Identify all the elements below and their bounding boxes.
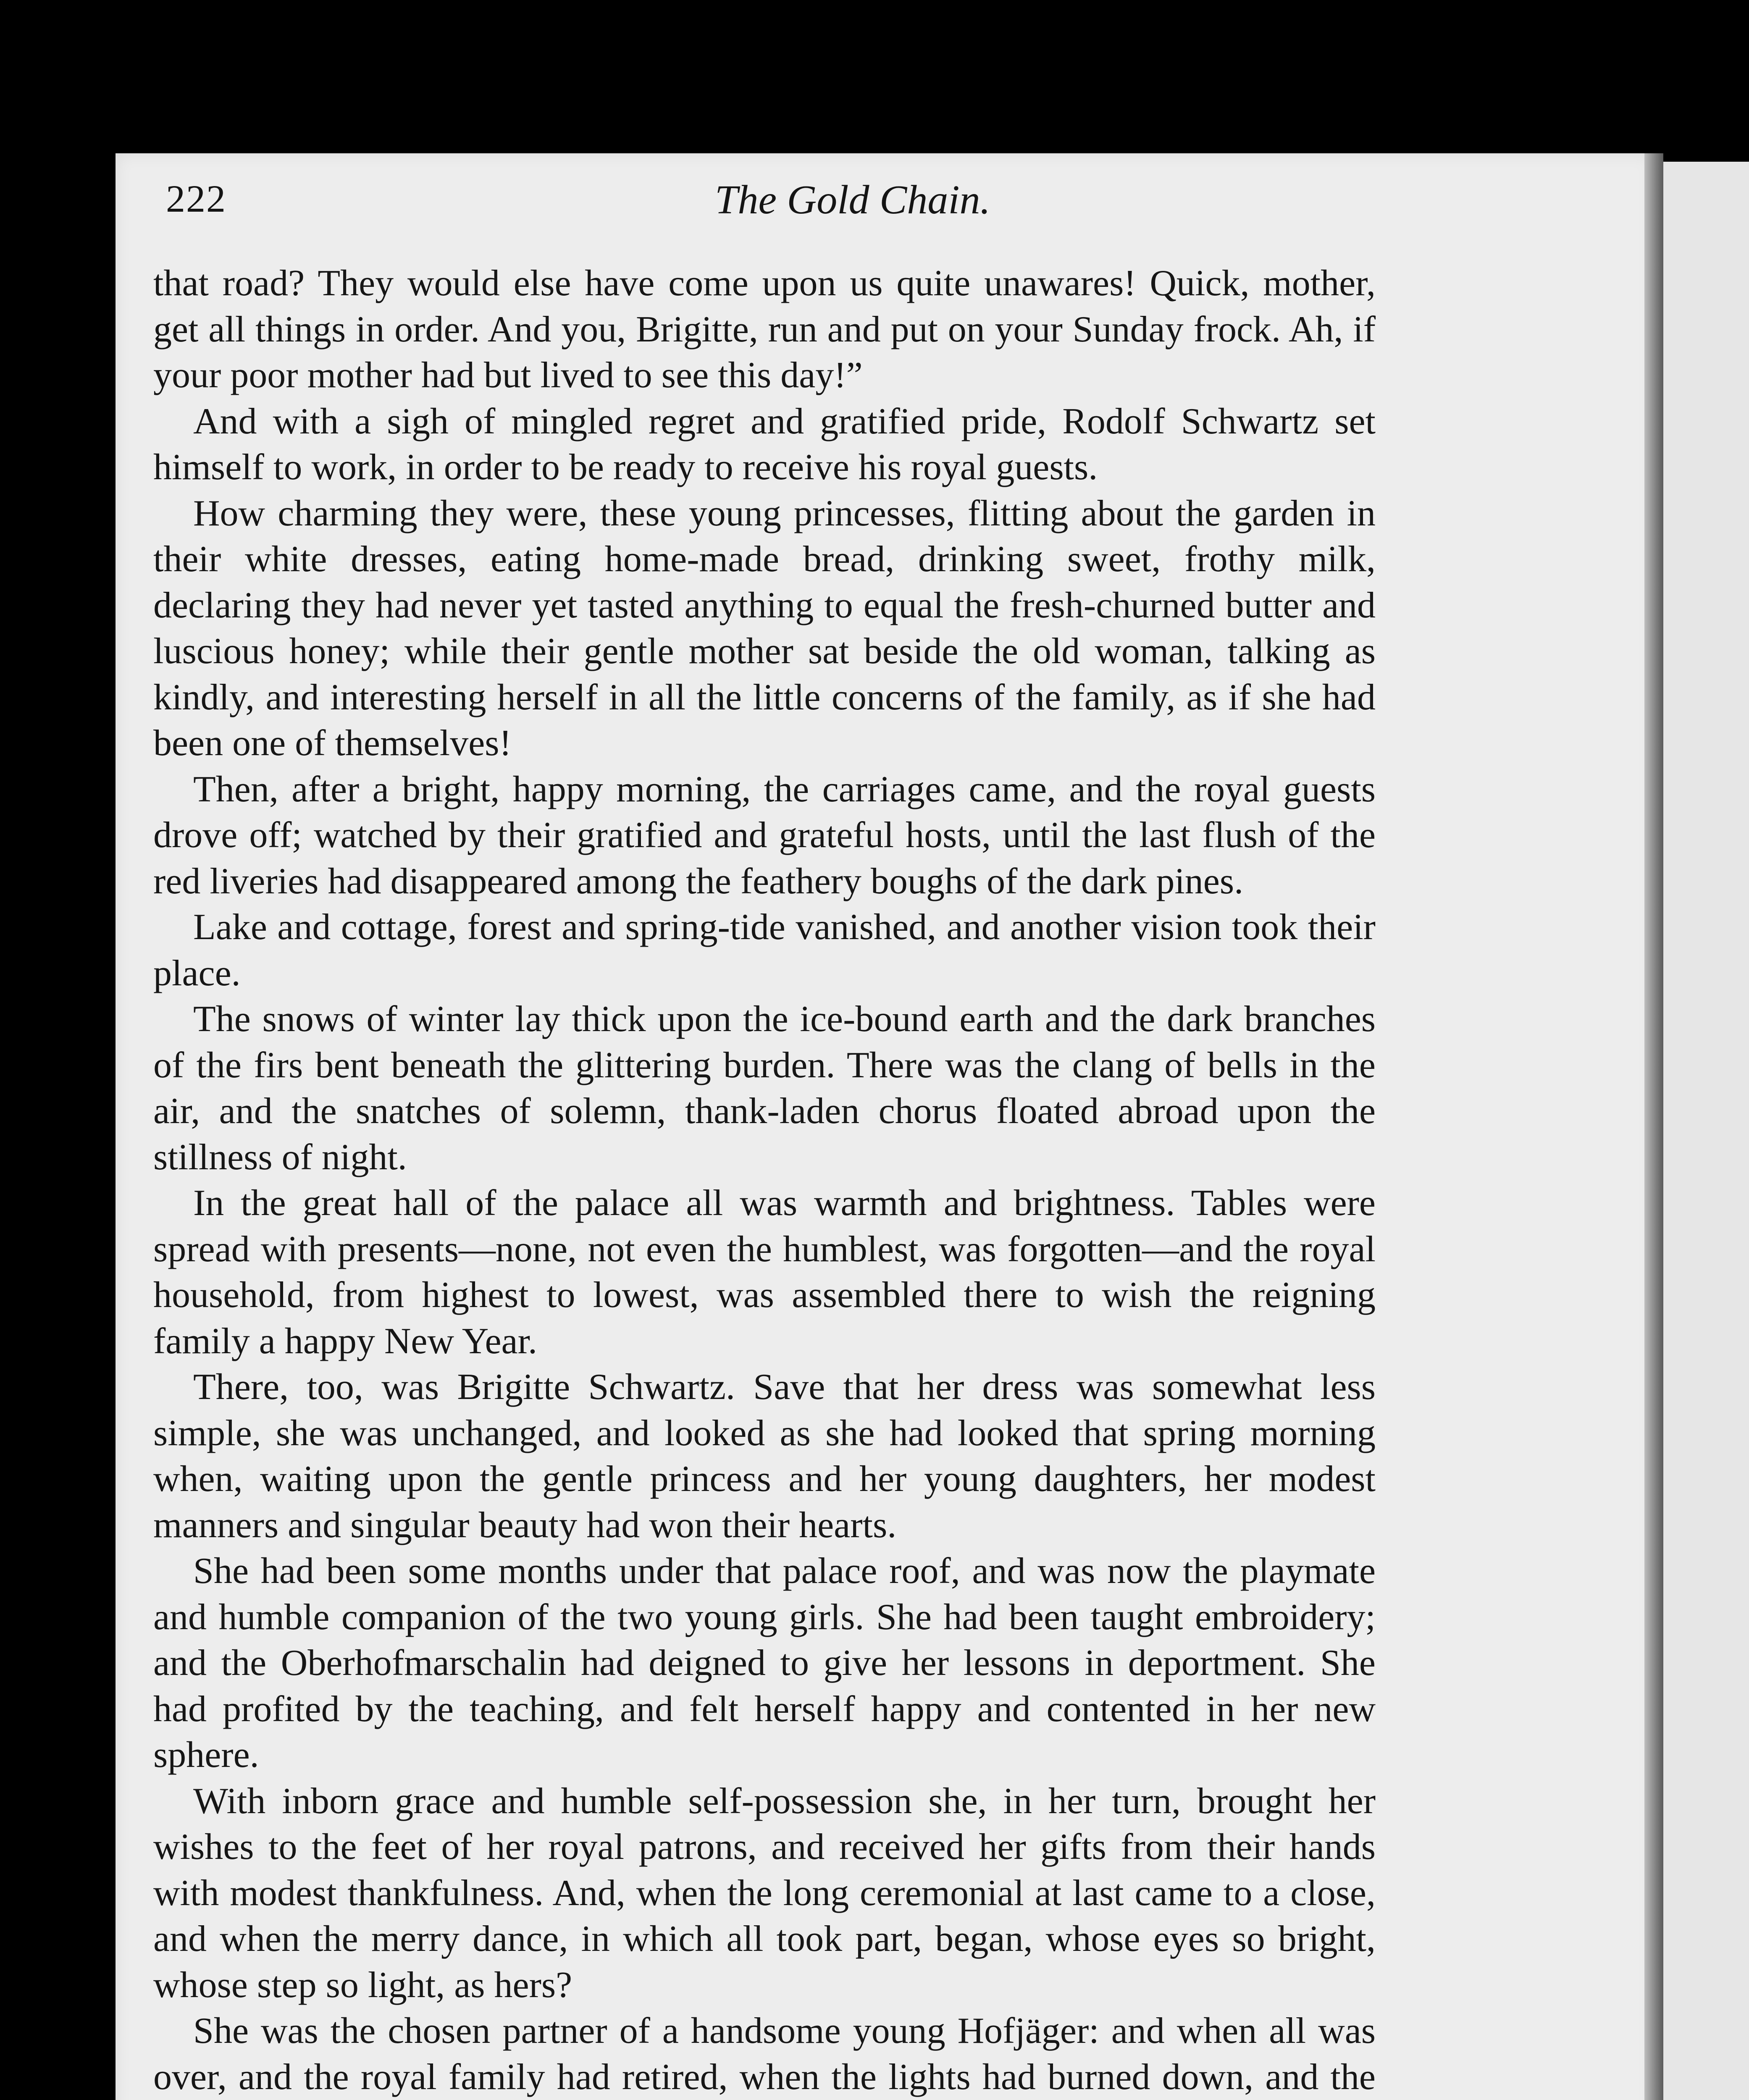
paragraph: Then, after a bright, happy morning, the carriages came, and the royal guests drove off; watched by their gratified and grateful hosts, until the last flush of the red liveries had disappeared among the feathery boughs of the dark pines. — [153, 769, 1376, 902]
paragraph: that road? They would else have come upon us quite unawares! Quick, mother, get all things in order. And you, Brigitte, run and put on your Sunday frock. Ah, if your poor mother had but lived to see this day!” — [153, 263, 1376, 396]
paragraph: She had been some months under that palace roof, and was now the playmate and humble companion of the two young girls. She had been taught embroidery; and the Oberhofmarschalin had deigned to give her lessons in deportment. She had profited by the teaching, and felt herself happy and contented in her new sphere. — [153, 1551, 1376, 1775]
paragraph: There, too, was Brigitte Schwartz. Save that her dress was somewhat less simple, she was unchanged, and looked as she had looked that spring morning when, waiting upon the gentle princess and her young daughters, her modest manners and singular beauty had won their hearts. — [153, 1367, 1376, 1546]
paragraph: In the great hall of the palace all was warmth and brightness. Tables were spread with presents—none, not even the humblest, was forgotten—and the royal household, from highest to lowest, was assembled there to wish the reigning family a happy New Year. — [153, 1183, 1376, 1362]
book-title: The Gold Chain. — [714, 177, 991, 223]
page-number: 222 — [166, 177, 226, 220]
paragraph: And with a sigh of mingled regret and gratified pride, Rodolf Schwartz set himself to work, in order to be ready to receive his royal guests. — [153, 401, 1376, 488]
page-gutter-shadow — [1644, 153, 1663, 2100]
paragraph: She was the chosen partner of a handsome young Hofjäger: and when all was over, and the royal family had retired, when the lights had burned down, and the — [153, 2011, 1376, 2097]
paragraph: Lake and cottage, forest and spring-tide vanished, and another vision took their place. — [153, 907, 1376, 994]
paragraph: How charming they were, these young princesses, flitting about the garden in their white dresses, eating home-made bread, drinking sweet, frothy milk, declaring they had never yet tasted anything to equal the fresh-churned butter and luscious honey; while their gentle mother sat beside the old woman, talking as kindly, and interesting herself in all the little concerns of the family, as if she had been one of themselves! — [153, 493, 1376, 764]
paragraph: The snows of winter lay thick upon the ice-bound earth and the dark branches of the firs bent beneath the glittering burden. There was the clang of bells in the air, and the snatches of solemn, thank-laden chorus floated abroad upon the stillness of night. — [153, 999, 1376, 1178]
body-text — [153, 260, 1376, 2100]
paragraph: With inborn grace and humble self-possession she, in her turn, brought her wishes to the feet of her royal patrons, and received her gifts from their hands with modest thankfulness. And, when the long ceremonial at last came to a close, and when the merry dance, in which all took part, began, whose eyes so bright, whose step so light, as hers? — [153, 1780, 1376, 2006]
facing-page-edge — [1661, 162, 1749, 2100]
